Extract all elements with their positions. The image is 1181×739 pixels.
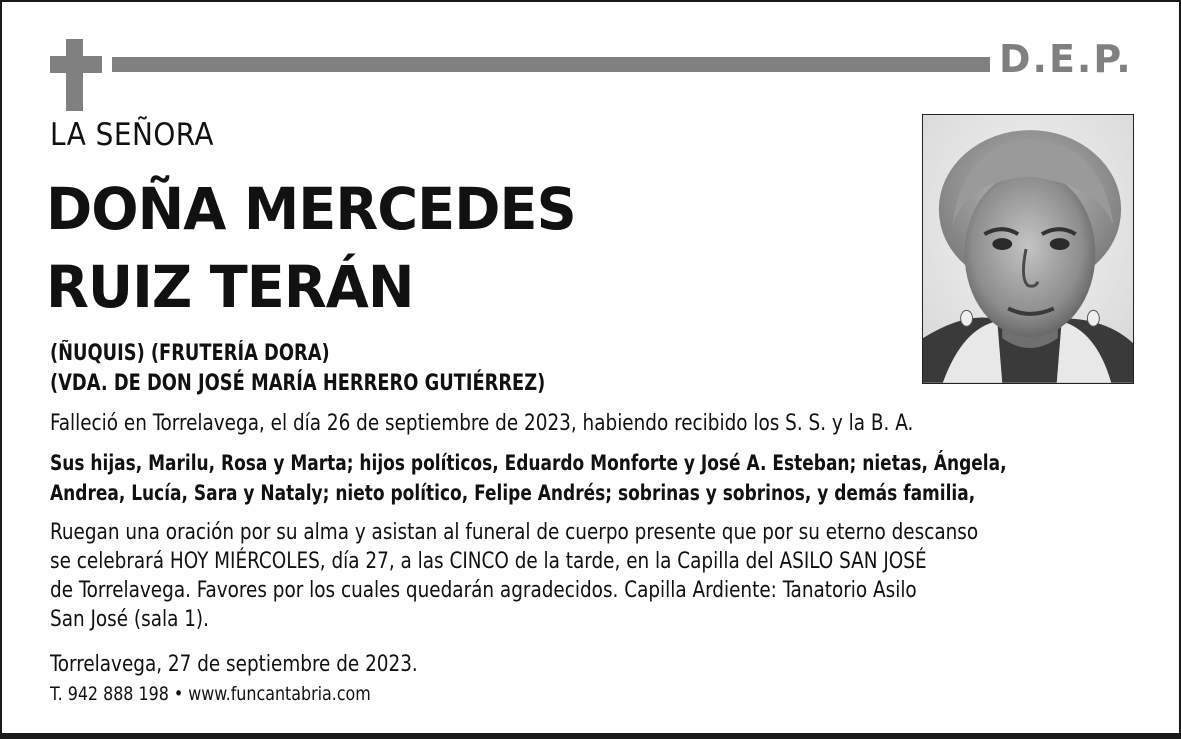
deceased-name [46,170,576,326]
funeral-notice [50,518,978,634]
family-line: Andrea, Lucía, Sara y Nataly; nieto político, Felipe Andrés; sobrinas y sobrinos, y demás familia, [50,481,976,505]
place-date: Torrelavega, 27 de septiembre de 2023. [50,652,418,677]
funeral-line: se celebrará HOY MIÉRCOLES, día 27, a las CINCO de la tarde, en la Capilla del ASILO SAN JOSÉ [50,549,927,574]
deceased-name-line-2: RUIZ TERÁN [46,253,414,321]
deceased-title: LA SEÑORA [50,117,214,153]
deceased-portrait-photo [922,114,1134,384]
nickname-line: (ÑUQUIS) (FRUTERÍA DORA) [50,341,330,366]
funeral-line: Ruegan una oración por su alma y asistan al funeral de cuerpo presente que por su eterno descanso [50,520,979,545]
widow-line: (VDA. DE DON JOSÉ MARÍA HERRERO GUTIÉRREZ) [50,371,546,396]
funeral-line: de Torrelavega. Favores por los cuales quedarán agradecidos. Capilla Ardiente: Tanatorio Asilo [50,578,917,603]
dep-label: D.E.P. [999,37,1133,81]
header-rule [112,57,990,72]
deceased-name-line-1: DOÑA MERCEDES [46,175,576,243]
cross-icon [50,39,102,111]
death-notice: Falleció en Torrelavega, el día 26 de septiembre de 2023, habiendo recibido los S. S. y la B. A. [50,411,914,436]
family-line: Sus hijas, Marilu, Rosa y Marta; hijos políticos, Eduardo Monforte y José A. Esteban; nietas, Ángela, [50,451,1007,475]
deceased-aliases [50,339,545,399]
family-list [50,448,1007,508]
contact-info: T. 942 888 198 • www.funcantabria.com [50,683,371,705]
funeral-line: San José (sala 1). [50,607,209,632]
